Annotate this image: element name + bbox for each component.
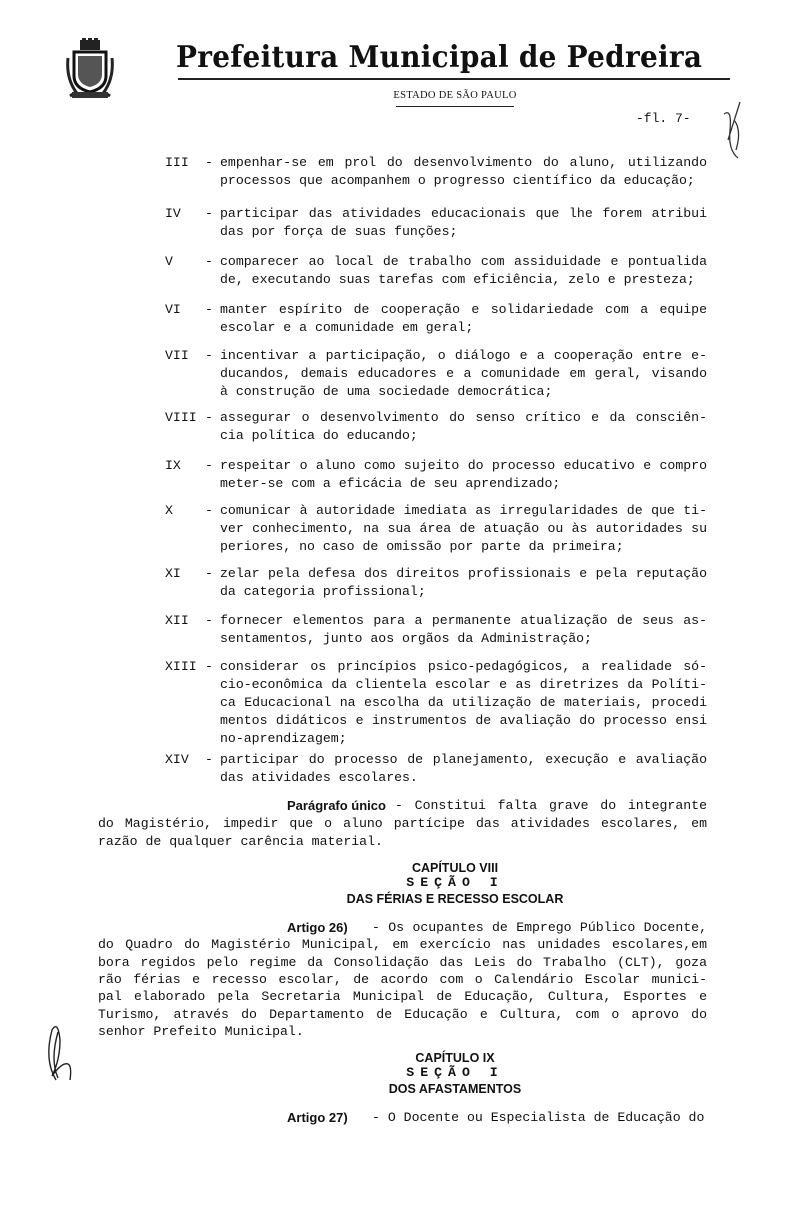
item-numeral: IV (165, 206, 181, 221)
item-line: assegurar o desenvolvimento do senso crítico e da consciên- (220, 410, 707, 425)
artigo26-line: do Quadro do Magistério Municipal, em exercício nas unidades escolares,em (98, 937, 707, 953)
page-folio: -fl. 7- (636, 111, 691, 126)
item-line: respeitar o aluno como sujeito do processo educativo e compro (220, 458, 707, 473)
chapter8-section: SEÇÃO I (406, 875, 504, 890)
item-numeral: XI (165, 566, 181, 581)
title-underline (178, 78, 730, 80)
item-line: mentos didáticos e instrumentos de avaliação do processo ensi (220, 713, 707, 728)
item-line: participar do processo de planejamento, execução e avaliação (220, 752, 707, 767)
item-dash: - (205, 155, 213, 170)
item-line: de, executando suas tarefas com eficiência, zelo e presteza; (220, 272, 695, 287)
chapter9-section: SEÇÃO I (406, 1065, 504, 1080)
artigo26-line: rão férias e recesso escolar, de acordo com o Calendário Escolar munici- (98, 971, 707, 987)
item-line: das por força de suas funções; (220, 224, 458, 239)
item-line: ca Educacional na escolha da utilização de materiais, procedi (220, 695, 707, 710)
paragrafo-line: razão de qualquer carência material. (98, 834, 383, 849)
item-line: participar das atividades educacionais que lhe forem atribui (220, 206, 707, 221)
item-line: comparecer ao local de trabalho com assiduidade e pontualida (220, 254, 707, 269)
item-line: ver conhecimento, na sua área de atuação ou às autoridades su (220, 521, 707, 536)
item-line: zelar pela defesa dos direitos profissionais e pela reputação (220, 566, 707, 581)
paragrafo-line: - Constitui falta grave do integrante (395, 798, 707, 813)
paragrafo-line: do Magistério, impedir que o aluno partícipe das atividades escolares, em (98, 816, 707, 831)
item-numeral: IX (165, 458, 181, 473)
item-line: empenhar-se em prol do desenvolvimento do aluno, utilizando (220, 155, 707, 170)
item-dash: - (205, 503, 213, 518)
item-line: considerar os princípios psico-pedagógicos, a realidade só- (220, 659, 707, 674)
artigo26-line: senhor Prefeito Municipal. (98, 1023, 304, 1039)
item-numeral: VII (165, 348, 189, 363)
item-line: incentivar a participação, o diálogo e a cooperação entre e- (220, 348, 707, 363)
item-line: à construção de uma sociedade democrática; (220, 384, 553, 399)
item-numeral: VIII (165, 410, 197, 425)
item-line: ducandos, demais educadores e a comunidade em geral, visando (220, 366, 707, 381)
item-line: escolar e a comunidade em geral; (220, 320, 474, 335)
item-line: manter espírito de cooperação e solidariedade com a equipe (220, 302, 707, 317)
artigo26-line: pal elaborado pela Secretaria Municipal de Educação, Cultura, Esportes e (98, 989, 707, 1005)
item-numeral: III (165, 155, 189, 170)
artigo27-line: - O Docente ou Especialista de Educação do (372, 1110, 705, 1125)
item-dash: - (205, 348, 213, 363)
item-dash: - (205, 302, 213, 317)
item-numeral: VI (165, 302, 181, 317)
item-dash: - (205, 566, 213, 581)
item-numeral: XIII (165, 659, 197, 674)
letterhead-state: ESTADO DE SÃO PAULO (393, 90, 517, 101)
item-line: meter-se com a eficácia de seu aprendizado; (220, 476, 561, 491)
item-line: no-aprendizagem; (220, 731, 347, 746)
initials-signature-icon (718, 100, 748, 162)
item-numeral: XIV (165, 752, 189, 767)
chapter9-title: CAPÍTULO IX (415, 1051, 495, 1065)
state-underline (396, 106, 514, 107)
item-dash: - (205, 254, 213, 269)
item-line: periores, no caso de omissão por parte da primeira; (220, 539, 624, 554)
artigo26-label: Artigo 26) (287, 920, 348, 935)
artigo26-line: - Os ocupantes de Emprego Público Docente, (372, 920, 707, 935)
item-line: processos que acompanhem o progresso científico da educação; (220, 173, 695, 188)
item-line: cio-econômica da clientela escolar e as diretrizes da Políti- (220, 677, 707, 692)
item-dash: - (205, 206, 213, 221)
item-dash: - (205, 659, 213, 674)
chapter9-heading: DOS AFASTAMENTOS (388, 1082, 522, 1096)
item-line: sentamentos, junto aos orgãos da Administração; (220, 631, 592, 646)
item-dash: - (205, 410, 213, 425)
artigo27-label: Artigo 27) (287, 1110, 348, 1125)
paragrafo-label: Parágrafo único (287, 798, 386, 813)
item-line: fornecer elementos para a permanente atualização de seus as- (220, 613, 707, 628)
chapter8-title: CAPÍTULO VIII (411, 861, 499, 875)
artigo26-line: Turismo, através do Departamento de Educação e Cultura, com o aprovo do (98, 1006, 707, 1022)
letterhead-title: Prefeitura Municipal de Pedreira (176, 40, 703, 75)
item-numeral: XII (165, 613, 189, 628)
item-line: comunicar à autoridade imediata as irregularidades de que ti- (220, 503, 707, 518)
item-numeral: V (165, 254, 173, 269)
chapter8-heading: DAS FÉRIAS E RECESSO ESCOLAR (346, 892, 564, 906)
item-dash: - (205, 613, 213, 628)
item-line: cia política do educando; (220, 428, 418, 443)
item-dash: - (205, 458, 213, 473)
item-line: das atividades escolares. (220, 770, 418, 785)
item-line: da categoria profissional; (220, 584, 426, 599)
item-dash: - (205, 752, 213, 767)
artigo26-line: bora regidos pelo regime da Consolidação das Leis do Trabalho (CLT), goza (98, 954, 707, 970)
item-numeral: X (165, 503, 173, 518)
